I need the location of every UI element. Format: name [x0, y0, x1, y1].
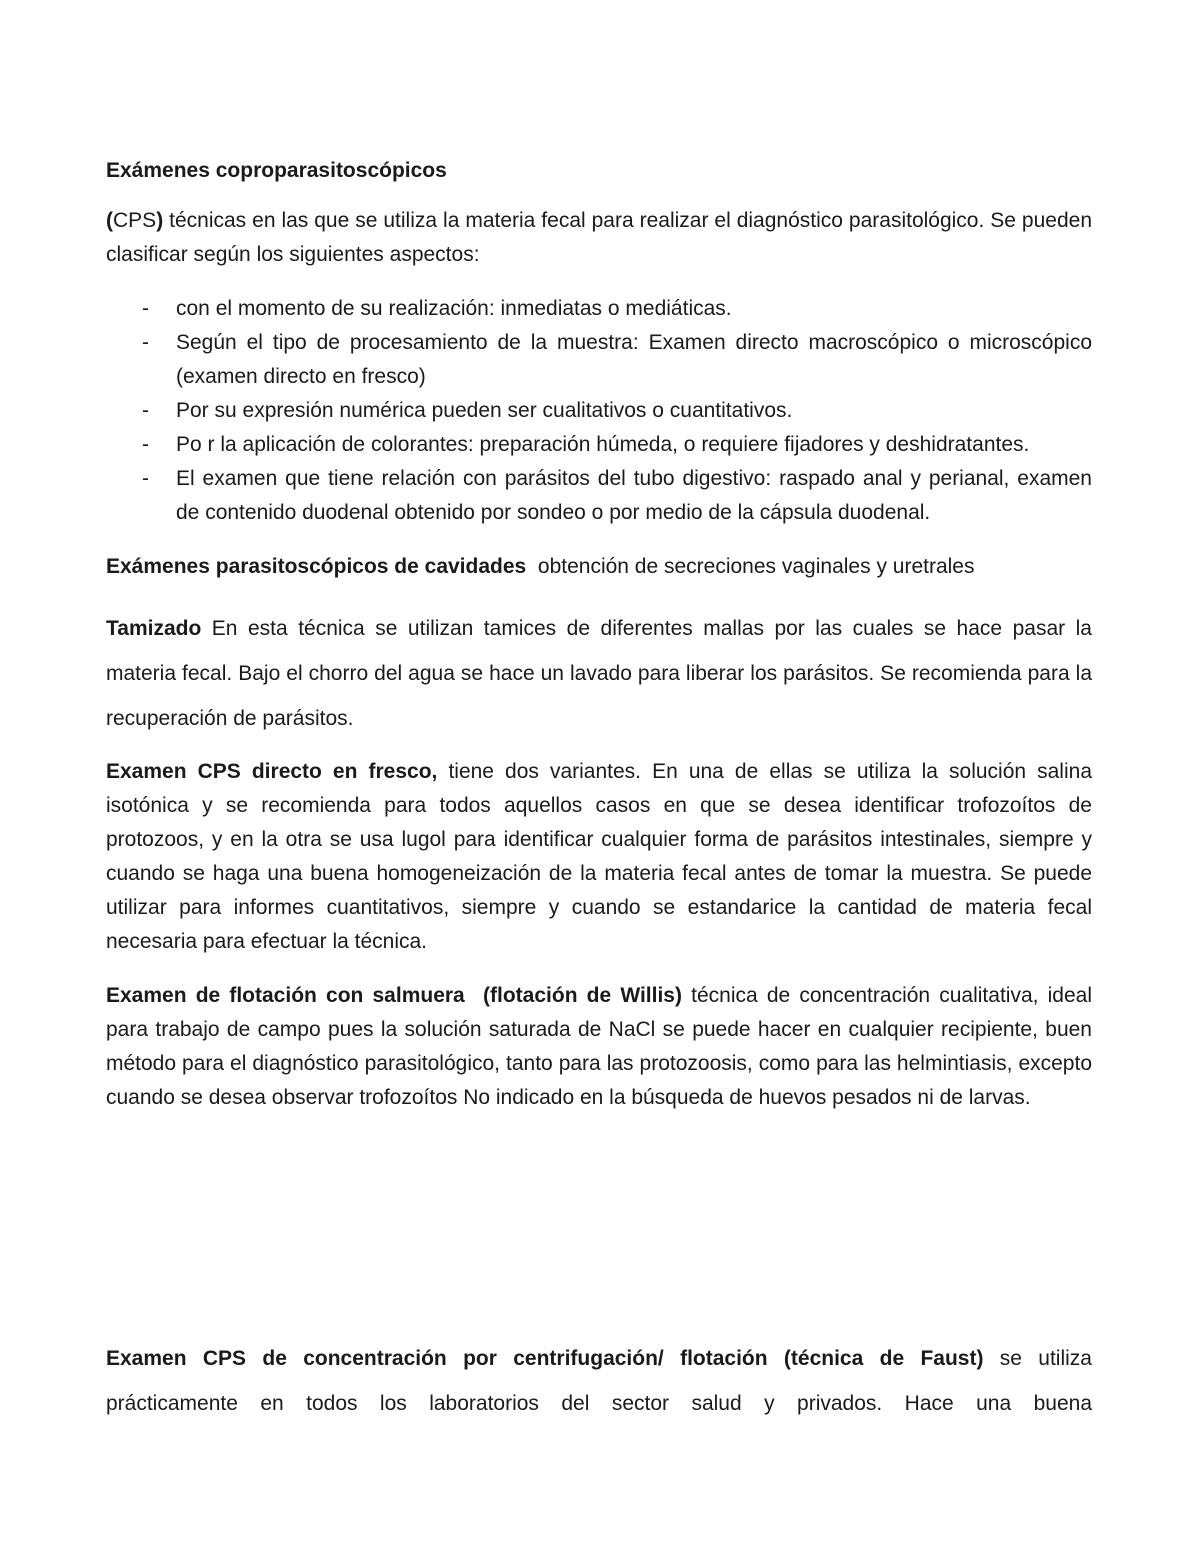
section-title: Exámenes coproparasitoscópicos [106, 159, 447, 182]
intro-paragraph: (CPS) técnicas en las que se utiliza la materia fecal para realizar el diagnóstico parasitológico. Se pueden clasificar según los siguientes aspectos: [106, 209, 1092, 266]
cavidades-paragraph: Exámenes parasitoscópicos de cavidades obtención de secreciones vaginales y uretrales [106, 555, 975, 578]
tamizado-paragraph: Tamizado En esta técnica se utilizan tamices de diferentes mallas por las cuales se hace pasar la materia fecal. Bajo el chorro del agua se hace un lavado para liberar los parásitos. Se recomienda para la recuperación de parásitos. [106, 617, 1092, 730]
dash-bullet: - [142, 399, 149, 422]
faust-paragraph: Examen CPS de concentración por centrifugación/ flotación (técnica de Faust) se utiliza prácticamente en todos los laboratorios del sector salud y privados. Hace una buena [106, 1347, 1092, 1415]
flotacion-paragraph: Examen de flotación con salmuera (flotación de Willis) técnica de concentración cualitativa, ideal para trabajo de campo pues la solución saturada de NaCl se puede hacer en cualquier recipiente, buen método para el diagnóstico parasitológico, tanto para las protozoosis, como para las helmintiasis, excepto cuando se desea observar trofozoítos No indicado en la búsqueda de huevos pesados ni de larvas. [106, 984, 1092, 1109]
list-item: - El examen que tiene relación con parásitos del tubo digestivo: raspado anal y perianal, examen de contenido duodenal obtenido por sondeo o por medio de la cápsula duodenal. [106, 462, 1092, 530]
dash-bullet: - [142, 297, 149, 320]
dash-bullet: - [142, 331, 149, 354]
directo-paragraph: Examen CPS directo en fresco, tiene dos variantes. En una de ellas se utiliza la solución salina isotónica y se recomienda para todos aquellos casos en que se desea identificar trofozoítos de protozoos, y en la otra se usa lugol para identificar cualquier forma de parásitos intestinales, siempre y cuando se haga una buena homogeneización de la materia fecal antes de tomar la muestra. Se puede utilizar para informes cuantitativos, siempre y cuando se estandarice la cantidad de materia fecal necesaria para efectuar la técnica. [106, 760, 1092, 953]
dash-bullet: - [142, 467, 149, 490]
list-item: - Según el tipo de procesamiento de la muestra: Examen directo macroscópico o microscópico (examen directo en fresco) [106, 326, 1092, 394]
dash-bullet: - [142, 433, 149, 456]
document-body [106, 154, 1092, 1115]
list-item: - Por su expresión numérica pueden ser cualitativos o cuantitativos. [106, 394, 1092, 428]
list-item: - con el momento de su realización: inmediatas o mediáticas. [106, 292, 1092, 326]
list-item: - Po r la aplicación de colorantes: preparación húmeda, o requiere fijadores y deshidratantes. [106, 428, 1092, 462]
aspects-list [106, 292, 1092, 530]
